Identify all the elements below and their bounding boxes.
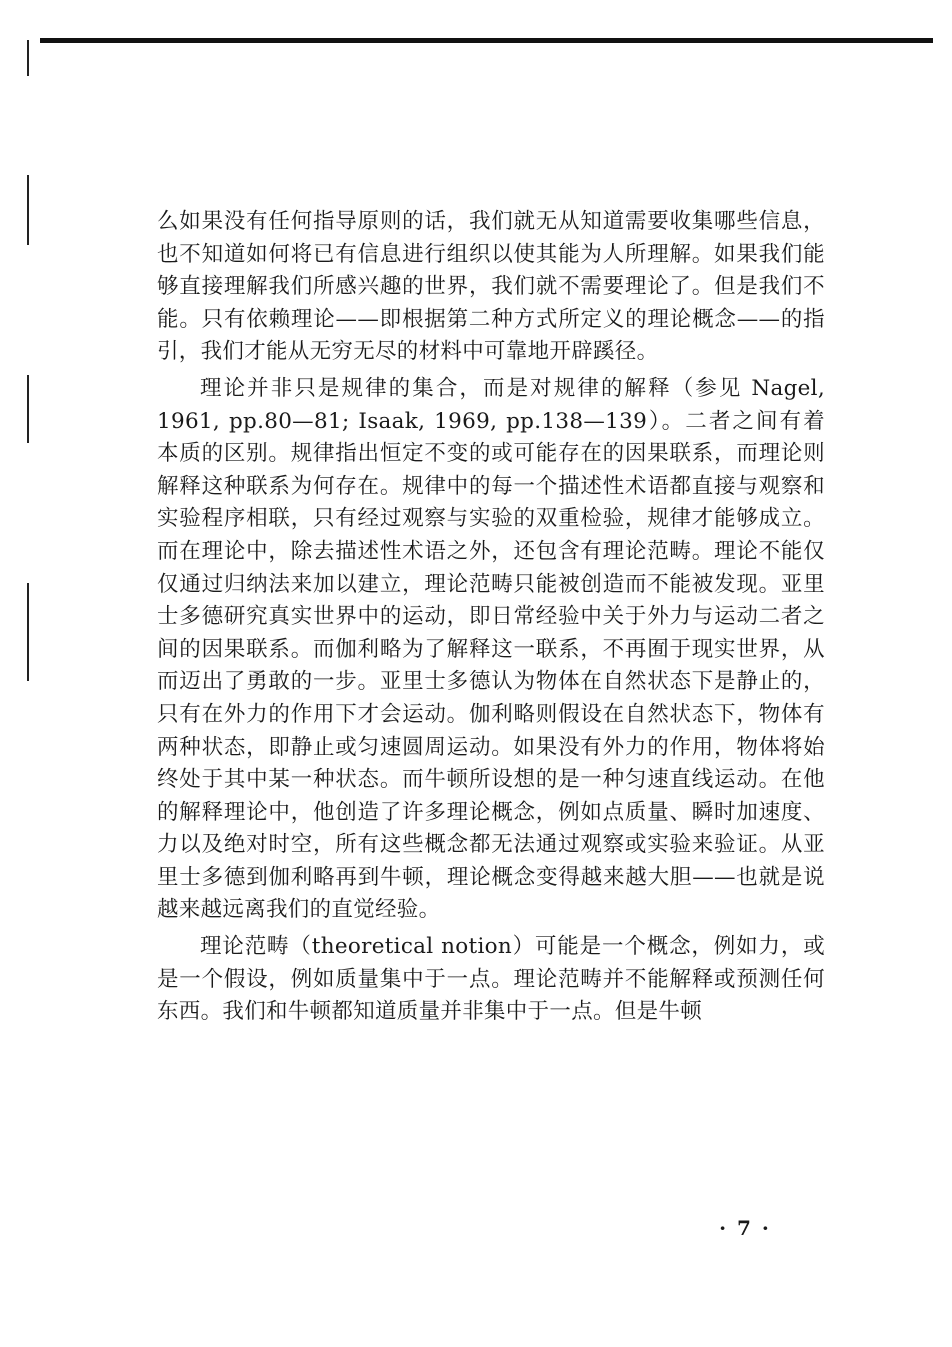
paragraph: 么如果没有任何指导原则的话，我们就无从知道需要收集哪些信息，也不知道如何将已有信息进行组织以使其能为人所理解。如果我们能够直接理解我们所感兴趣的世界，我们就不需要理论了。但是我们不能。只有依赖理论——即根据第二种方式所定义的理论概念——的指引，我们才能从无穷无尽的材料中可靠地开辟蹊径。 — [157, 209, 825, 365]
margin-mark — [27, 583, 29, 681]
paragraph: 理论并非只是规律的集合，而是对规律的解释（参见 Nagel, 1961, pp.80—81; Isaak, 1969, pp.138—139）。二者之间有着本质的区别。规律指出恒定不变的或可能存在的因果联系，而理论则解释这种联系为何存在。规律中的每一个描述性术语都直接与观察和实验程序相联，只有经过观察与实验的双重检验，规律才能够成立。而在理论中，除去描述性术语之外，还包含有理论范畴。理论不能仅仅通过归纳法来加以建立，理论范畴只能被创造而不能被发现。亚里士多德研究真实世界中的运动，即日常经验中关于外力与运动二者之间的因果联系。而伽利略为了解释这一联系，不再囿于现实世界，从而迈出了勇敢的一步。亚里士多德认为物体在自然状态下是静止的，只有在外力的作用下才会运动。伽利略则假设在自然状态下，物体有两种状态，即静止或匀速圆周运动。如果没有外力的作用，物体将始终处于其中某一种状态。而牛顿所设想的是一种匀速直线运动。在他的解释理论中，他创造了许多理论概念，例如点质量、瞬时加速度、力以及绝对时空，所有这些概念都无法通过观察或实验来验证。从亚里士多德到伽利略再到牛顿，理论概念变得越来越大胆——也就是说越来越远离我们的直觉经验。 — [157, 375, 825, 923]
margin-mark — [27, 175, 29, 245]
margin-mark — [27, 40, 29, 76]
page-number: · 7 · — [719, 1216, 771, 1240]
body-text — [157, 206, 825, 1029]
paragraph: 理论范畴（theoretical notion）可能是一个概念，例如力，或是一个假设，例如质量集中于一点。理论范畴并不能解释或预测任何东西。我们和牛顿都知道质量并非集中于一点。但是牛顿 — [157, 934, 825, 1025]
header-rule — [40, 38, 933, 43]
margin-mark — [27, 375, 29, 443]
